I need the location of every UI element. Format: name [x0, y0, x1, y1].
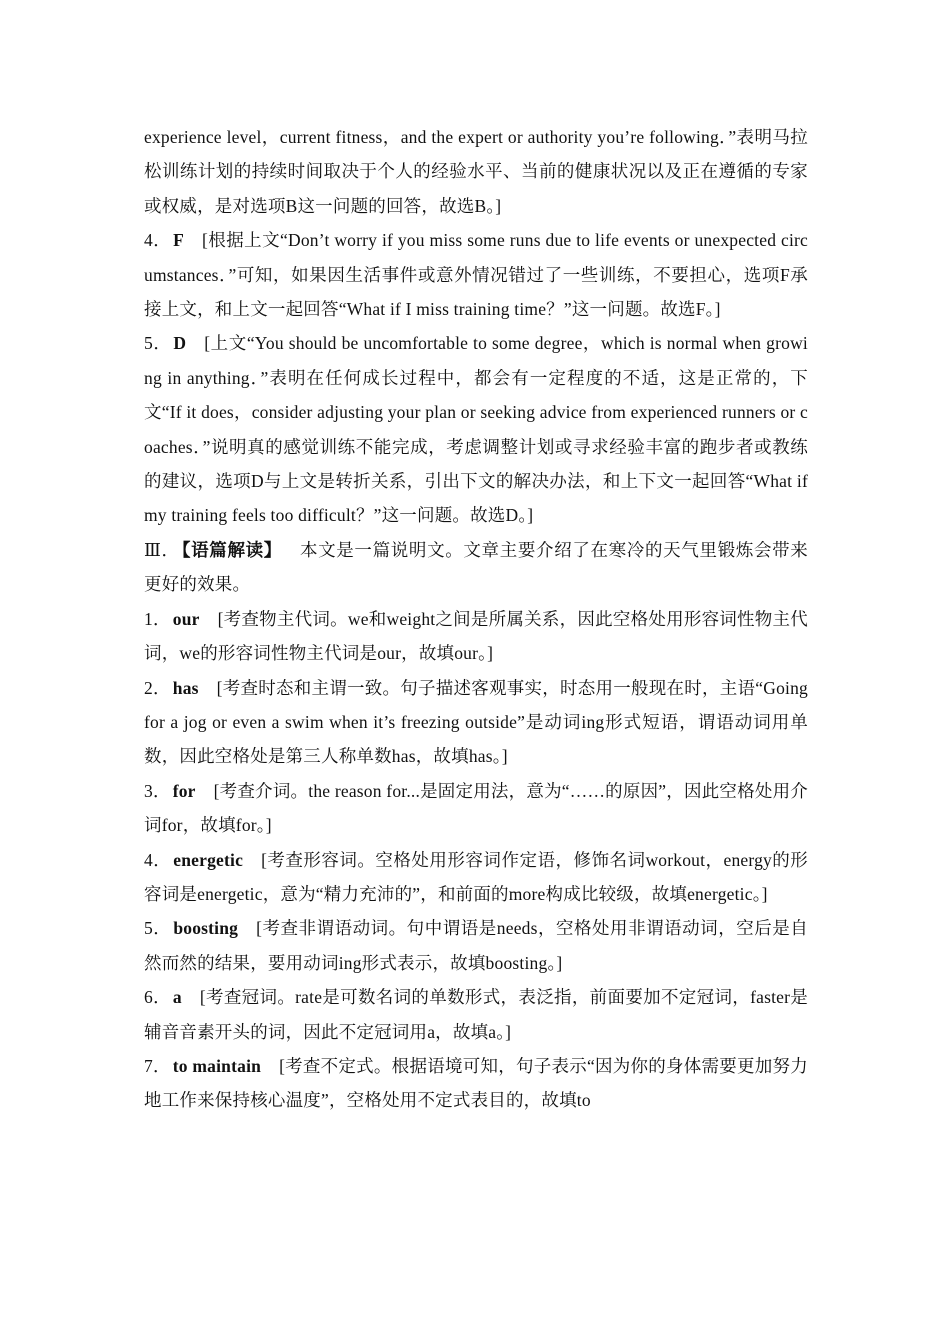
answer-item-7-to-maintain — [144, 1049, 808, 1118]
item-explanation: [考查非谓语动词。句中谓语是needs，空格处用非谓语动词，空后是自然而然的结果，要用动词ing形式表示，故填boosting。] — [144, 918, 808, 973]
section-iii-passage-reading — [144, 533, 808, 602]
answer-item-4-energetic — [144, 843, 808, 912]
answer-item-2-has — [144, 671, 808, 774]
item-number: 5． — [144, 333, 172, 354]
item-explanation: [考查时态和主谓一致。句子描述客观事实，时态用一般现在时，主语“Going for a jog or even a swim when it’s freezing outside”是动词ing形式短语，谓语动词用单数，因此空格处是第三人称单数has，故填has。] — [144, 677, 808, 767]
item-number: 1． — [144, 608, 171, 629]
item-answer: has — [172, 677, 199, 698]
document-page — [144, 120, 808, 1118]
item-number: 7． — [144, 1055, 171, 1076]
item-answer: boosting — [173, 918, 239, 939]
item-number: 3． — [144, 780, 171, 801]
answer-item-5-D — [144, 326, 808, 532]
item-answer: energetic — [173, 849, 244, 870]
item-number: 4． — [144, 230, 172, 251]
item-explanation: [上文“You should be uncomfortable to some degree，which is normal when growing in anything．”表明在任何成长过程中，都会有一定程度的不适，这是正常的，下文“If it does，consider adjusting your plan or seeking advice from experienced runners or coaches．”说明真的感觉训练不能完成，考虑调整计划或寻求经验丰富的跑步者或教练的建议，选项D与上文是转折关系，引出下文的解决办法，和上下文一起回答“What if my training feels too difficult？”这一问题。故选D。] — [144, 333, 808, 526]
answer-item-4-F — [144, 223, 808, 326]
answer-item-5-boosting — [144, 911, 808, 980]
item-number: 2． — [144, 677, 171, 698]
item-explanation: [考查不定式。根据语境可知，句子表示“因为你的身体需要更加努力地工作来保持核心温度”，空格处用不定式表目的，故填to — [144, 1055, 809, 1111]
item-explanation: [考查物主代词。we和weight之间是所属关系，因此空格处用形容词性物主代词，we的形容词性物主代词是our，故填our。] — [144, 608, 808, 664]
answer-item-3-for — [144, 774, 808, 843]
item-answer: F — [173, 230, 185, 251]
item-explanation: [考查介词。the reason for...是固定用法，意为“……的原因”，因此空格处用介词for，故填for。] — [144, 780, 808, 836]
item-answer: D — [173, 333, 187, 354]
item-explanation: [根据上文“Don’t worry if you miss some runs due to life events or unexpected circumstances．”可知，如果因生活事件或意外情况错过了一些训练，不要担心，选项F承接上文，和上文一起回答“What if I miss training time？”这一问题。故选F。] — [144, 230, 808, 320]
section-summary: 本文是一篇说明文。文章主要介绍了在寒冷的天气里锻炼会带来更好的效果。 — [144, 539, 808, 595]
item-number: 6． — [144, 987, 171, 1008]
paragraph-continuation — [144, 120, 808, 223]
item-answer: a — [172, 987, 182, 1008]
answer-item-6-a — [144, 980, 808, 1049]
section-heading: 【语篇解读】 — [181, 539, 282, 560]
paragraph-text: experience level，current fitness，and the expert or authority you’re following．”表明马拉松训练计划的持续时间取决于个人的经验水平、当前的健康状况以及正在遵循的专家或权威，是对选项B这一问题的回答，故选B。] — [144, 127, 808, 216]
answer-item-1-our — [144, 602, 808, 671]
item-explanation: [考查形容词。空格处用形容词作定语，修饰名词workout，energy的形容词是energetic，意为“精力充沛的”，和前面的more构成比较级，故填energetic。] — [144, 849, 808, 904]
item-explanation: [考查冠词。rate是可数名词的单数形式，表泛指，前面要加不定冠词，faster是辅音音素开头的词，因此不定冠词用a，故填a。] — [144, 987, 808, 1042]
section-number: Ⅲ． — [144, 539, 180, 560]
item-answer: to maintain — [172, 1055, 262, 1076]
item-number: 5． — [144, 918, 172, 939]
item-answer: our — [172, 608, 200, 629]
item-answer: for — [172, 780, 196, 801]
item-number: 4． — [144, 849, 172, 870]
